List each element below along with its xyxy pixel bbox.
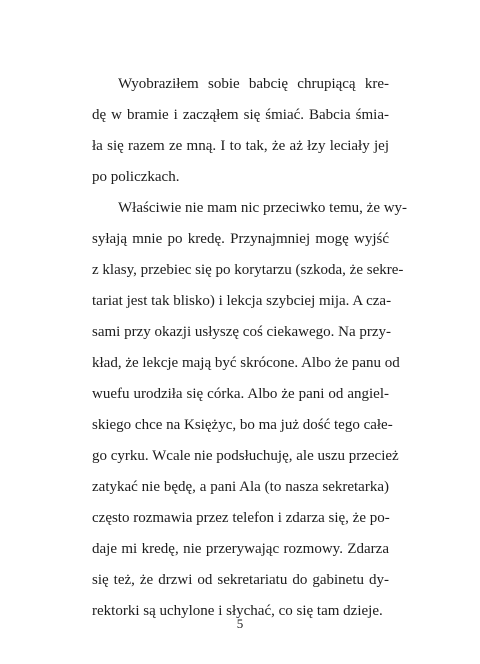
text-line: się też, że drzwi od sekretariatu do gabinetu dy- — [92, 572, 389, 588]
text-line: często rozmawia przez telefon i zdarza się, że po- — [92, 510, 390, 526]
text-line: daje mi kredę, nie przerywając rozmowy. Zdarza — [92, 541, 389, 557]
text-line: tariat jest tak blisko) i lekcja szybciej mija. A cza- — [92, 293, 392, 309]
text-line: Wyobraziłem sobie babcię chrupiącą kre- — [118, 76, 389, 92]
text-line: Właściwie nie mam nic przeciwko temu, że wy- — [118, 200, 408, 216]
text-line: kład, że lekcje mają być skrócone. Albo że panu od — [92, 355, 400, 371]
text-line: z klasy, przebiec się po korytarzu (szkoda, że sekre- — [92, 262, 404, 278]
text-line: ła się razem ze mną. I to tak, że aż łzy leciały jej — [92, 138, 389, 154]
text-line: po policzkach. — [92, 169, 180, 185]
text-line: skiego chce na Księżyc, bo ma już dość tego całe- — [92, 417, 393, 433]
text-line: dę w bramie i zacząłem się śmiać. Babcia śmia- — [92, 107, 389, 123]
text-line: rektorki są uchylone i słychać, co się tam dzieje. — [92, 603, 383, 619]
page-number: 5 — [236, 616, 244, 631]
text-line: wuefu urodziła się córka. Albo że pani od angiel- — [92, 386, 389, 402]
text-line: zatykać nie będę, a pani Ala (to nasza sekretarka) — [92, 479, 389, 495]
text-line: sami przy okazji usłyszę coś ciekawego. Na przy- — [92, 324, 392, 340]
text-line: go cyrku. Wcale nie podsłuchuję, ale uszu przecież — [92, 448, 399, 464]
text-line: syłają mnie po kredę. Przynajmniej mogę wyjść — [92, 231, 389, 247]
